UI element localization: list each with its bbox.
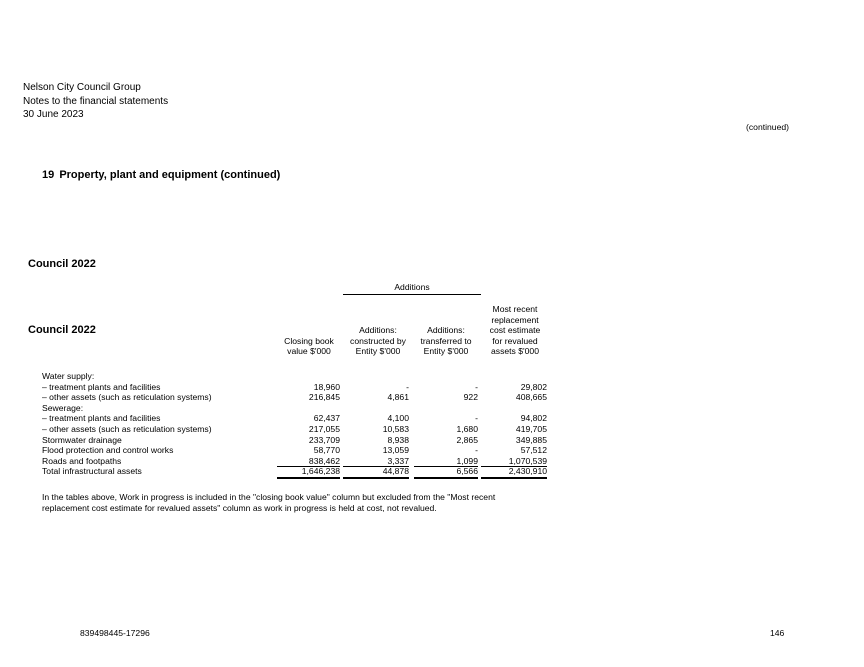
cell-closing-book-value: 1,646,238 bbox=[277, 466, 340, 479]
document-header bbox=[23, 81, 168, 122]
cell-transferred: 6,566 bbox=[414, 466, 478, 479]
cell-closing-book-value: 58,770 bbox=[313, 445, 340, 456]
cell-replacement-cost: 2,430,910 bbox=[481, 466, 547, 479]
cell-transferred: 1,099 bbox=[414, 456, 478, 468]
cell-closing-book-value: 233,709 bbox=[308, 434, 340, 445]
section-heading bbox=[42, 169, 280, 181]
cell-constructed: 4,861 bbox=[387, 392, 409, 403]
cell-transferred: 2,865 bbox=[456, 434, 478, 445]
table-row-heading: Council 2022 bbox=[28, 324, 96, 336]
cell-replacement-cost: 419,705 bbox=[515, 423, 547, 434]
column-header-transferred: Additions: transferred to Entity $'000 bbox=[420, 325, 472, 357]
additions-group-label: Additions bbox=[343, 282, 481, 295]
page-number: 146 bbox=[770, 628, 785, 638]
document-id: 839498445-17296 bbox=[80, 628, 150, 638]
document-date: 30 June 2023 bbox=[23, 109, 84, 120]
row-label: – treatment plants and facilities bbox=[42, 381, 161, 392]
row-label: Water supply: bbox=[42, 371, 95, 381]
cell-transferred: - bbox=[475, 445, 478, 456]
cell-replacement-cost: 349,885 bbox=[515, 434, 547, 445]
row-label: Sewerage: bbox=[42, 402, 84, 413]
cell-constructed: - bbox=[406, 381, 409, 392]
row-label: – other assets (such as reticulation systems) bbox=[42, 392, 212, 403]
cell-replacement-cost: 57,512 bbox=[520, 445, 547, 456]
row-label: – other assets (such as reticulation systems) bbox=[42, 423, 212, 434]
cell-constructed: 44,878 bbox=[343, 466, 409, 479]
cell-replacement-cost: 94,802 bbox=[520, 413, 547, 424]
cell-replacement-cost: 1,070,539 bbox=[481, 456, 547, 468]
cell-closing-book-value: 62,437 bbox=[313, 413, 340, 424]
row-label: Roads and footpaths bbox=[42, 455, 122, 466]
cell-constructed: 3,337 bbox=[343, 456, 409, 468]
cell-transferred: 1,680 bbox=[456, 423, 478, 434]
document-title: Notes to the financial statements bbox=[23, 95, 169, 107]
column-header-constructed: Additions: constructed by Entity $'000 bbox=[350, 325, 406, 357]
cell-replacement-cost: 29,802 bbox=[520, 381, 547, 392]
cell-closing-book-value: 216,845 bbox=[308, 392, 340, 403]
section-title: Property, plant and equipment (continued) bbox=[59, 169, 281, 181]
cell-constructed: 13,059 bbox=[382, 445, 409, 456]
subheading: Council 2022 bbox=[28, 258, 96, 270]
cell-constructed: 4,100 bbox=[387, 413, 409, 424]
cell-transferred: - bbox=[475, 381, 478, 392]
cell-closing-book-value: 217,055 bbox=[308, 423, 340, 434]
cell-closing-book-value: 838,462 bbox=[277, 456, 340, 468]
cell-transferred: - bbox=[475, 413, 478, 424]
column-header-replacement-cost: Most recent replacement cost estimate for revalued assets $'000 bbox=[489, 304, 541, 357]
cell-constructed: 8,938 bbox=[387, 434, 409, 445]
row-label: Total infrastructural assets bbox=[42, 466, 142, 477]
row-label: Stormwater drainage bbox=[42, 434, 122, 445]
continued-label: (continued) bbox=[746, 122, 789, 132]
cell-closing-book-value: 18,960 bbox=[313, 381, 340, 392]
footnote: In the tables above, Work in progress is included in the "closing book value" column but excluded from the "Most recent replacement cost estimate for revalued assets" column as work in progress is held at cost, not revalued. bbox=[42, 492, 496, 513]
cell-constructed: 10,583 bbox=[382, 423, 409, 434]
row-label: – treatment plants and facilities bbox=[42, 413, 161, 424]
org-name: Nelson City Council Group bbox=[23, 82, 141, 93]
cell-replacement-cost: 408,665 bbox=[515, 392, 547, 403]
row-label: Flood protection and control works bbox=[42, 445, 174, 456]
column-header-closing-book-value: Closing book value $'000 bbox=[284, 335, 334, 357]
section-number: 19 bbox=[42, 169, 55, 181]
cell-transferred: 922 bbox=[463, 392, 478, 403]
